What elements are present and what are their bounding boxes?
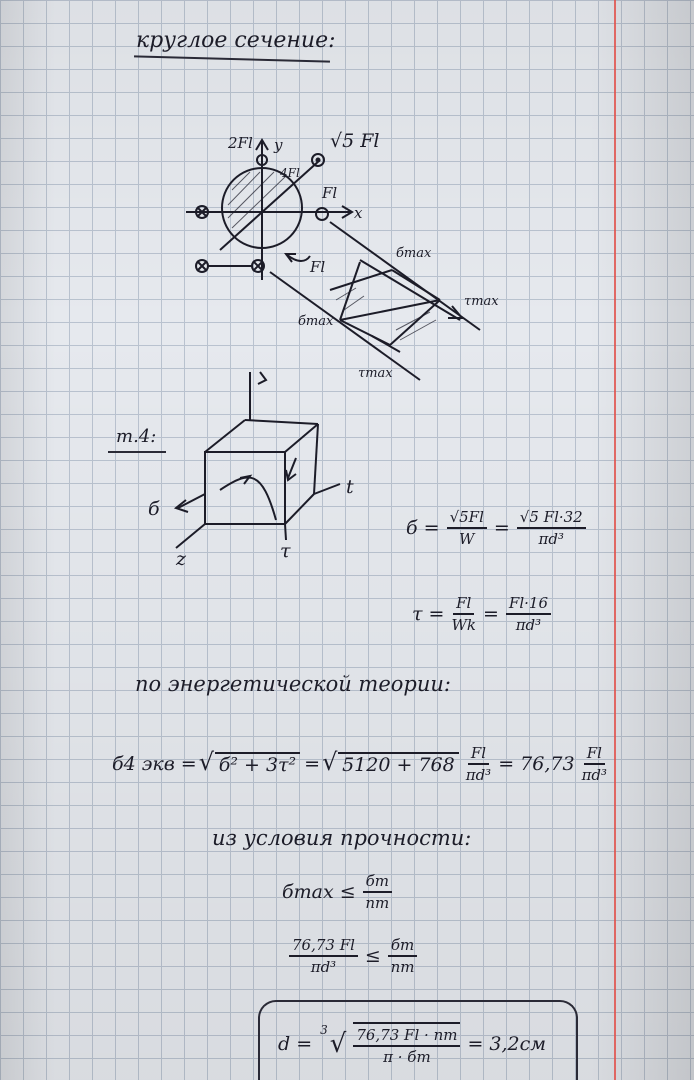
strength-condition-heading: из условия прочности: <box>212 826 472 850</box>
equiv-lhs: б4 экв = <box>112 753 197 775</box>
sigma-eq: = <box>493 517 510 539</box>
final-num: 76,73 Fl · nт <box>353 1026 460 1047</box>
page-title: круглое сечение: <box>136 28 336 53</box>
final-frac <box>353 1022 460 1066</box>
sigma-den1: W <box>459 530 475 548</box>
tau-num2: Fl·16 <box>506 594 551 615</box>
cond2-den2: nт <box>390 958 415 976</box>
label-fl-moment: Fl <box>310 258 326 276</box>
sigma-frac-2 <box>517 508 586 548</box>
sigma-frac-1 <box>447 508 487 548</box>
cond2-le: ≤ <box>364 945 381 967</box>
label-fl: Fl <box>322 184 338 202</box>
equiv-den1: πd³ <box>465 766 492 784</box>
label-sigma-max-top: бmax <box>396 246 432 261</box>
label-z: z <box>176 548 187 570</box>
label-y: y <box>274 136 283 154</box>
tau-num1: Fl <box>453 594 474 615</box>
tau-formula <box>412 594 554 634</box>
sigma-lhs: б = <box>406 517 440 539</box>
label-sigma: б <box>148 498 160 520</box>
strength-condition-substituted <box>286 936 420 976</box>
label-t: t <box>346 476 354 498</box>
tau-frac-2 <box>506 594 551 634</box>
equiv-num1: Fl <box>468 744 489 765</box>
equiv-eq2: = 76,73 <box>498 753 575 775</box>
label-sigma-max-left: бmax <box>298 314 334 329</box>
final-result: = 3,2см <box>467 1033 547 1055</box>
cond2-frac-1 <box>289 936 358 976</box>
equiv-eq1: = <box>304 753 321 775</box>
label-4fl: 4Fl <box>280 166 300 180</box>
cube-root-icon: √ <box>329 1029 347 1059</box>
equiv-root1: √ б² + 3τ² <box>215 752 300 776</box>
cond2-den1: πd³ <box>310 958 337 976</box>
tau-lhs: τ = <box>412 603 445 625</box>
label-tau-max-right: τmax <box>464 294 499 309</box>
tau-den1: Wk <box>451 616 476 634</box>
cond2-num1: 76,73 Fl <box>289 936 358 957</box>
final-answer-formula <box>278 1022 546 1066</box>
label-x: x <box>354 204 363 222</box>
final-lhs: d = <box>278 1033 313 1055</box>
energy-theory-heading: по энергетической теории: <box>135 672 451 696</box>
cond-lhs: бmax ≤ <box>282 881 356 903</box>
equivalent-stress-formula <box>112 744 610 784</box>
final-root-index: 3 <box>320 1023 328 1037</box>
sigma-num1: √5Fl <box>447 508 487 529</box>
cond-den: nт <box>365 894 390 912</box>
sigma-formula <box>406 508 589 548</box>
equiv-frac-2 <box>582 744 607 784</box>
cond2-num2: бт <box>388 936 417 957</box>
label-tau: τ <box>280 540 291 562</box>
cond-num: бт <box>363 872 392 893</box>
strength-condition <box>282 872 395 912</box>
equiv-frac-1 <box>466 744 491 784</box>
sigma-num2: √5 Fl·32 <box>517 508 586 529</box>
label-sqrt5fl: √5 Fl <box>330 130 380 152</box>
cond-frac <box>363 872 392 912</box>
final-den: π · бт <box>383 1048 431 1066</box>
sigma-den2: πd³ <box>538 530 564 548</box>
point-label: т.4: <box>116 426 157 447</box>
equiv-num2: Fl <box>584 744 605 765</box>
tau-eq: = <box>483 603 499 625</box>
tau-frac-1 <box>451 594 476 634</box>
equiv-root2: √ 5120 + 768 <box>338 752 459 776</box>
equiv-den2: πd³ <box>581 766 608 784</box>
tau-den2: πd³ <box>515 616 542 634</box>
label-2fl: 2Fl <box>228 134 253 152</box>
cond2-frac-2 <box>388 936 417 976</box>
label-tau-max-bottom: τmax <box>358 366 393 381</box>
